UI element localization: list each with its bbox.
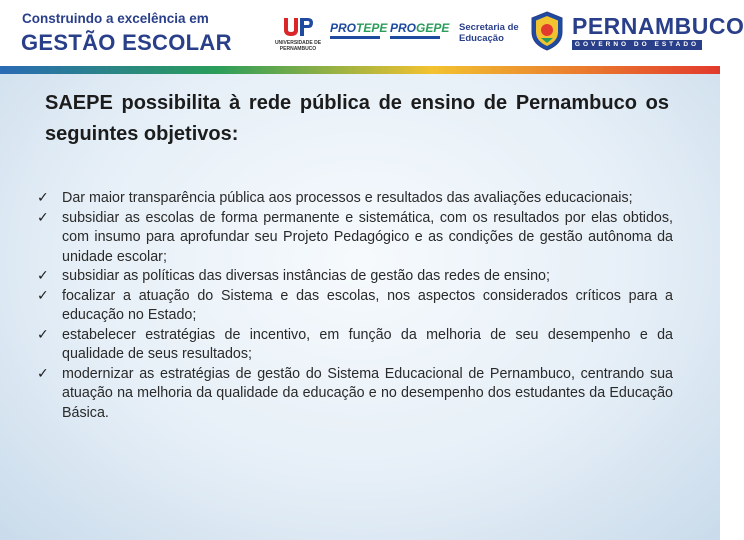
checkmark-icon: ✓ xyxy=(37,287,49,304)
objective-text: subsidiar as políticas das diversas instâncias de gestão das redes de ensino; xyxy=(62,268,550,284)
upe-logo xyxy=(272,14,324,52)
objective-text: Dar maior transparência pública aos processos e resultados das avaliações educacionais; xyxy=(62,190,633,206)
checkmark-icon: ✓ xyxy=(37,190,49,206)
objective-text: subsidiar as escolas de forma permanente e sistemática, com os resultados por elas obtidos, com insumo para aprofundar seu Projeto Pedagógico e as condições de gestão autônoma da unidade escolar; xyxy=(62,209,673,265)
slide-heading: SAEPE possibilita à rede pública de ensino de Pernambuco os seguintes objetivos: xyxy=(45,92,669,145)
state-title: PERNAMBUCO xyxy=(572,13,744,39)
objective-item xyxy=(37,267,673,287)
objective-item xyxy=(37,287,673,326)
objective-item xyxy=(37,209,673,268)
color-stripe xyxy=(0,66,720,74)
objective-item xyxy=(37,189,673,209)
objective-item xyxy=(37,365,673,424)
checkmark-icon: ✓ xyxy=(37,326,49,343)
protepe-underline xyxy=(330,36,380,39)
secretaria-label: Secretaria de Educação xyxy=(459,22,519,44)
upe-emblem-icon xyxy=(280,14,316,38)
progepe-logo: PROGEPE xyxy=(390,21,450,35)
objective-item xyxy=(37,326,673,365)
upe-caption: UNIVERSIDADE DE PERNAMBUCO xyxy=(274,40,322,52)
checkmark-icon: ✓ xyxy=(37,365,49,382)
slide-body xyxy=(0,74,720,540)
objective-text: focalizar a atuação do Sistema e das escolas, nos aspectos considerados críticos para a educação no Estado; xyxy=(62,287,673,323)
checkmark-icon: ✓ xyxy=(37,268,49,284)
protepe-logo: PROTEPE xyxy=(330,21,388,35)
checkmark-icon: ✓ xyxy=(37,209,49,226)
header-banner xyxy=(0,0,744,74)
brand-title: GESTÃO ESCOLAR xyxy=(21,30,232,55)
state-subtitle: GOVERNO DO ESTADO xyxy=(572,40,702,50)
objectives-list xyxy=(37,189,673,423)
progepe-underline xyxy=(390,36,440,39)
objective-text: modernizar as estratégias de gestão do Sistema Educacional de Pernambuco, centrando sua atuação na melhoria da qualidade da educação e no desempenho dos estudantes da Educação Básica. xyxy=(62,365,673,421)
state-seal-icon xyxy=(528,10,566,52)
brand-tagline: Construindo a excelência em xyxy=(22,11,209,26)
objective-text: estabelecer estratégias de incentivo, em função da melhoria de seu desempenho e da qualidade de seus resultados; xyxy=(62,326,673,362)
